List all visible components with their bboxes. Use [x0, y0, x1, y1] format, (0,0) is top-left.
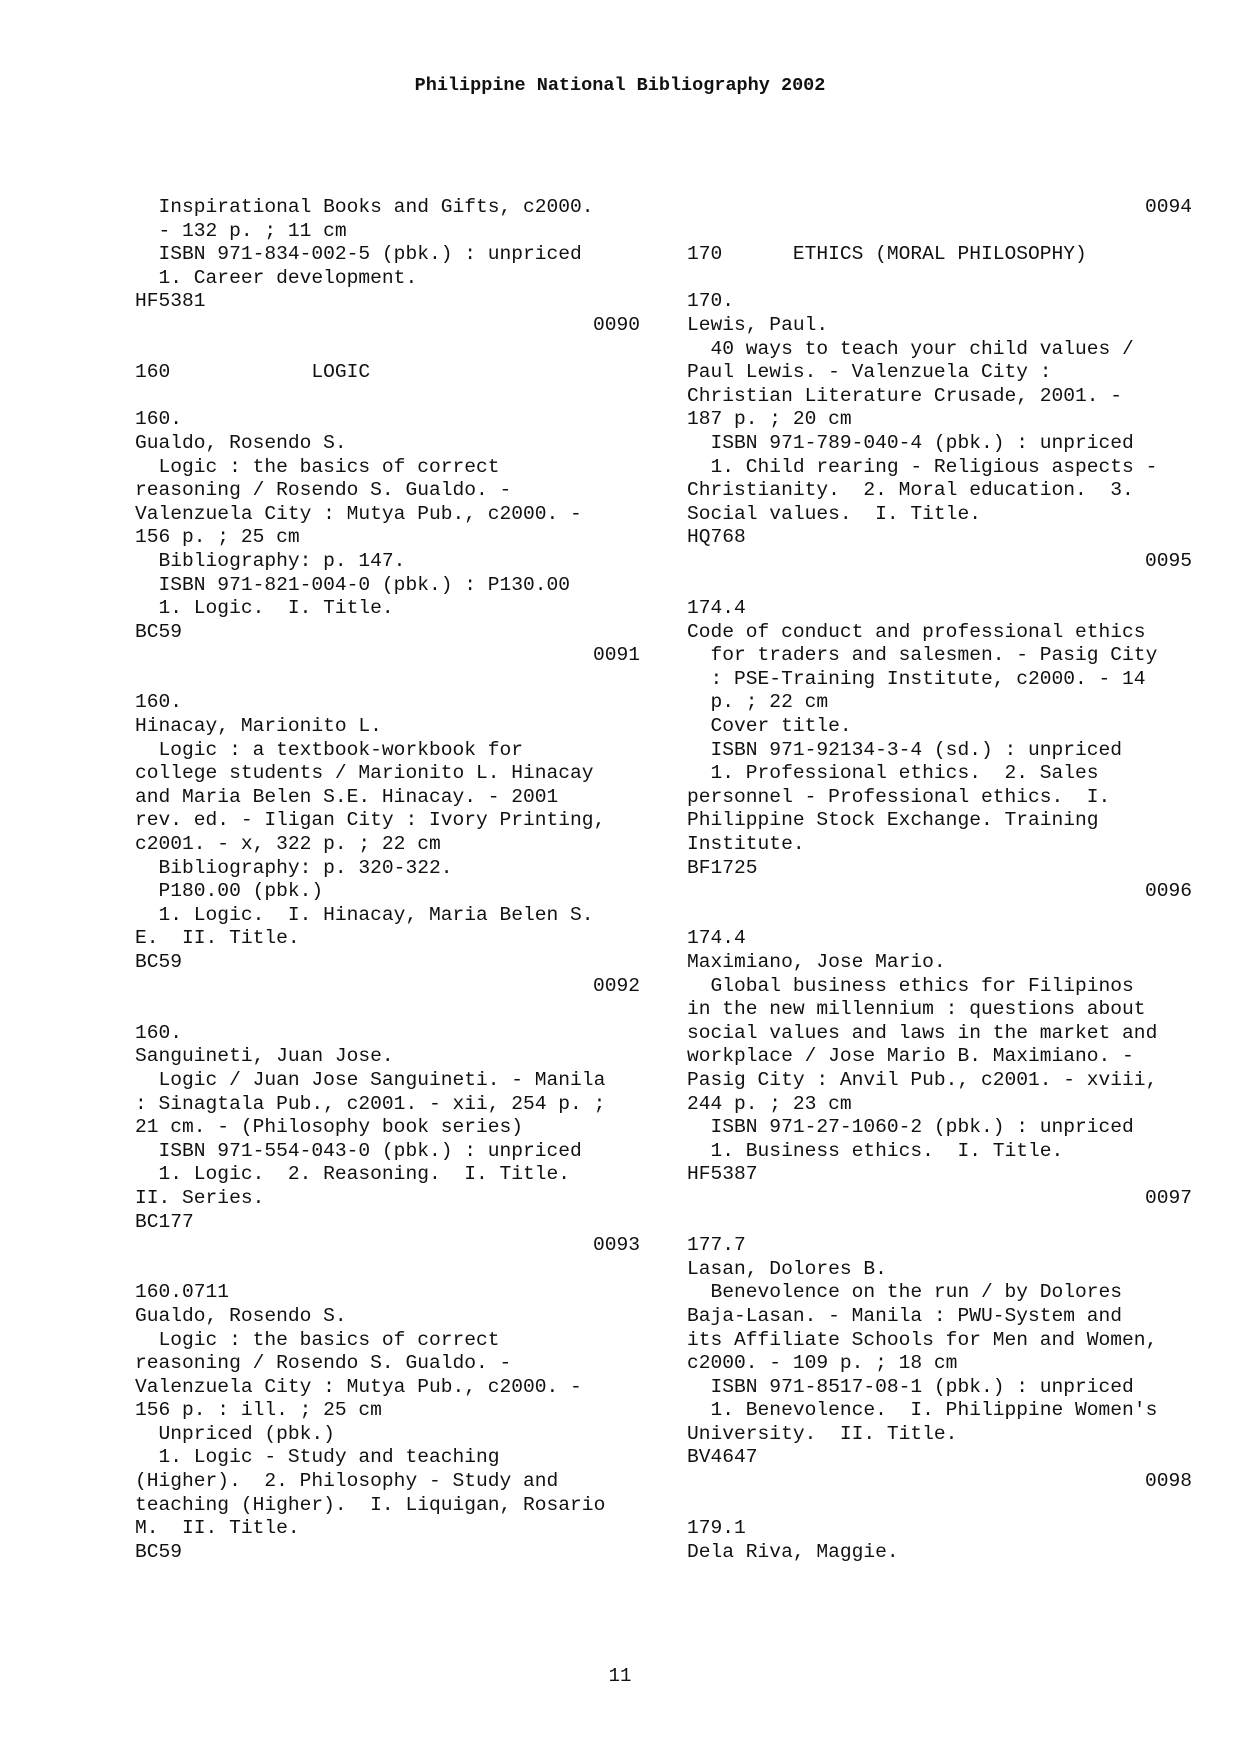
entry-number: 0091 [592, 644, 640, 667]
entry-line: Unpriced (pbk.) [135, 1422, 335, 1445]
entry-line: : PSE-Training Institute, c2000. - 14 [687, 667, 1146, 690]
entry-line: for traders and salesmen. - Pasig City [687, 644, 1158, 667]
entry-line: HQ768 [687, 526, 746, 549]
entry-line: 160.0711 [135, 1281, 230, 1304]
entry-line [687, 1494, 1192, 1518]
entry-line: 179.1 [687, 1517, 746, 1540]
entry-line: Pasig City : Anvil Pub., c2001. - xviii, [687, 1068, 1158, 1091]
entry-line: Code of conduct and professional ethics [687, 620, 1146, 643]
entry-line: University. II. Title. [687, 1422, 958, 1445]
entry-number: 0092 [592, 974, 640, 997]
entry-line: BC59 [135, 620, 183, 643]
entry-line: c2001. - x, 322 p. ; 22 cm [135, 833, 441, 856]
entry-line: ISBN 971-821-004-0 (pbk.) : P130.00 [135, 573, 571, 596]
entry-line: Lasan, Dolores B. [687, 1257, 887, 1280]
entry-line: social values and laws in the market and [687, 1021, 1158, 1044]
entry-line [687, 220, 1192, 244]
entry-line: II. Series. [135, 1186, 265, 1209]
entry-line: Gualdo, Rosendo S. [135, 1304, 347, 1327]
entry-line: p. ; 22 cm [687, 691, 829, 714]
entry-line: 1. Logic - Study and teaching [135, 1446, 500, 1469]
left-column [135, 196, 640, 1564]
entry-line: E. II. Title. [135, 927, 300, 950]
entry-line: 1. Child rearing - Religious aspects - [687, 455, 1158, 478]
entry-line: Valenzuela City : Mutya Pub., c2000. - [135, 502, 582, 525]
entry-line: 1. Logic. I. Hinacay, Maria Belen S. [135, 903, 594, 926]
entry-line: rev. ed. - Iligan City : Ivory Printing, [135, 809, 606, 832]
entry-line: college students / Marionito L. Hinacay [135, 762, 594, 785]
entry-line: Dela Riva, Maggie. [687, 1540, 899, 1563]
entry-number: 0098 [1144, 1470, 1192, 1493]
entry-line: Logic : the basics of correct [135, 1328, 500, 1351]
entry-line: P180.00 (pbk.) [135, 880, 324, 903]
entry-number: 0095 [1144, 549, 1192, 572]
entry-line: Christian Literature Crusade, 2001. - [687, 384, 1123, 407]
entry-line: 1. Benevolence. I. Philippine Women's [687, 1399, 1158, 1422]
entry-line: 1. Logic. 2. Reasoning. I. Title. [135, 1163, 571, 1186]
entry-line: Maximiano, Jose Mario. [687, 951, 946, 973]
entry-line: 21 cm. - (Philosophy book series) [135, 1116, 524, 1139]
entry-line: Benevolence on the run / by Dolores [687, 1281, 1123, 1304]
entry-line: 170 ETHICS (MORAL PHILOSOPHY) [687, 243, 1087, 266]
entry-line: - 132 p. ; 11 cm [135, 219, 347, 242]
entry-line: Gualdo, Rosendo S. [135, 431, 347, 454]
entry-line: in the new millennium : questions about [687, 998, 1146, 1021]
entry-number: 0090 [592, 313, 640, 336]
entry-line: Social values. I. Title. [687, 502, 981, 525]
page-number: 11 [608, 1665, 632, 1687]
entry-line: 174.4 [687, 927, 746, 950]
entry-line: Philippine Stock Exchange. Training [687, 809, 1099, 832]
entry-line: Inspirational Books and Gifts, c2000. [135, 196, 594, 218]
entry-line: Logic : the basics of correct [135, 455, 500, 478]
entry-line: ISBN 971-554-043-0 (pbk.) : unpriced [135, 1139, 582, 1162]
entry-line: 177.7 [687, 1234, 746, 1257]
entry-line: Bibliography: p. 147. [135, 549, 406, 572]
entry-line: reasoning / Rosendo S. Gualdo. - [135, 479, 512, 502]
entry-line: 156 p. ; 25 cm [135, 526, 300, 549]
entry-line: HF5381 [135, 290, 206, 313]
entry-line: BV4647 [687, 1446, 758, 1469]
entry-line: BF1725 [687, 856, 758, 879]
entry-line: ISBN 971-834-002-5 (pbk.) : unpriced [135, 243, 582, 266]
entry-line: Global business ethics for Filipinos [687, 974, 1134, 997]
entry-line [135, 668, 640, 692]
entry-line: 1. Business ethics. I. Title. [687, 1139, 1064, 1162]
entry-line: Sanguineti, Juan Jose. [135, 1045, 394, 1068]
entry-line: ISBN 971-8517-08-1 (pbk.) : unpriced [687, 1375, 1134, 1398]
entry-line: 40 ways to teach your child values / [687, 337, 1134, 360]
entry-line: Logic : a textbook-workbook for [135, 738, 524, 761]
entry-line: Bibliography: p. 320-322. [135, 856, 453, 879]
entry-line: 160 LOGIC [135, 361, 371, 384]
entry-line: 160. [135, 408, 183, 431]
entry-line: ISBN 971-27-1060-2 (pbk.) : unpriced [687, 1116, 1134, 1139]
entry-line [135, 385, 640, 409]
entry-line: and Maria Belen S.E. Hinacay. - 2001 [135, 785, 559, 808]
entry-line [687, 574, 1192, 598]
entry-line: ISBN 971-789-040-4 (pbk.) : unpriced [687, 431, 1134, 454]
entry-line: 160. [135, 691, 183, 714]
entry-line: M. II. Title. [135, 1517, 300, 1540]
entry-line: 156 p. : ill. ; 25 cm [135, 1399, 382, 1422]
entry-line: teaching (Higher). I. Liquigan, Rosario [135, 1493, 606, 1516]
entry-line: (Higher). 2. Philosophy - Study and [135, 1470, 559, 1493]
entry-number: 0094 [1144, 196, 1192, 218]
entry-line: 170. [687, 290, 735, 313]
entry-line: Hinacay, Marionito L. [135, 715, 382, 738]
entry-line: ISBN 971-92134-3-4 (sd.) : unpriced [687, 738, 1123, 761]
entry-line: personnel - Professional ethics. I. [687, 785, 1111, 808]
entry-line: reasoning / Rosendo S. Gualdo. - [135, 1352, 512, 1375]
entry-line: 160. [135, 1021, 183, 1044]
entry-line: 174.4 [687, 597, 746, 620]
entry-number: 0096 [1144, 880, 1192, 903]
entry-line [135, 1258, 640, 1282]
entry-line: Cover title. [687, 715, 852, 738]
entry-line: BC59 [135, 951, 183, 973]
entry-line: 1. Career development. [135, 266, 418, 289]
entry-line: Logic / Juan Jose Sanguineti. - Manila [135, 1068, 606, 1091]
entry-line: Baja-Lasan. - Manila : PWU-System and [687, 1304, 1123, 1327]
entry-line: 1. Logic. I. Title. [135, 597, 394, 620]
entry-line: Institute. [687, 833, 805, 856]
entry-line: workplace / Jose Mario B. Maximiano. - [687, 1045, 1134, 1068]
entry-line: Christianity. 2. Moral education. 3. [687, 479, 1134, 502]
entry-line: c2000. - 109 p. ; 18 cm [687, 1352, 958, 1375]
entry-number: 0097 [1144, 1186, 1192, 1209]
entry-line [135, 998, 640, 1022]
entry-line [687, 1211, 1192, 1235]
entry-line [135, 338, 640, 362]
right-column [687, 196, 1192, 1564]
entry-line: BC59 [135, 1540, 183, 1563]
entry-line [687, 904, 1192, 928]
entry-number: 0093 [592, 1234, 640, 1257]
entry-line: its Affiliate Schools for Men and Women, [687, 1328, 1158, 1351]
entry-line: 1. Professional ethics. 2. Sales [687, 762, 1099, 785]
entry-line: BC177 [135, 1210, 194, 1233]
entry-line: Valenzuela City : Mutya Pub., c2000. - [135, 1375, 582, 1398]
entry-line: Paul Lewis. - Valenzuela City : [687, 361, 1052, 384]
entry-line [687, 267, 1192, 291]
entry-line: 244 p. ; 23 cm [687, 1092, 852, 1115]
page-header: Philippine National Bibliography 2002 [414, 75, 826, 96]
entry-line: : Sinagtala Pub., c2001. - xii, 254 p. ; [135, 1092, 606, 1115]
entry-line: 187 p. ; 20 cm [687, 408, 852, 431]
entry-line: Lewis, Paul. [687, 313, 829, 336]
entry-line: HF5387 [687, 1163, 758, 1186]
